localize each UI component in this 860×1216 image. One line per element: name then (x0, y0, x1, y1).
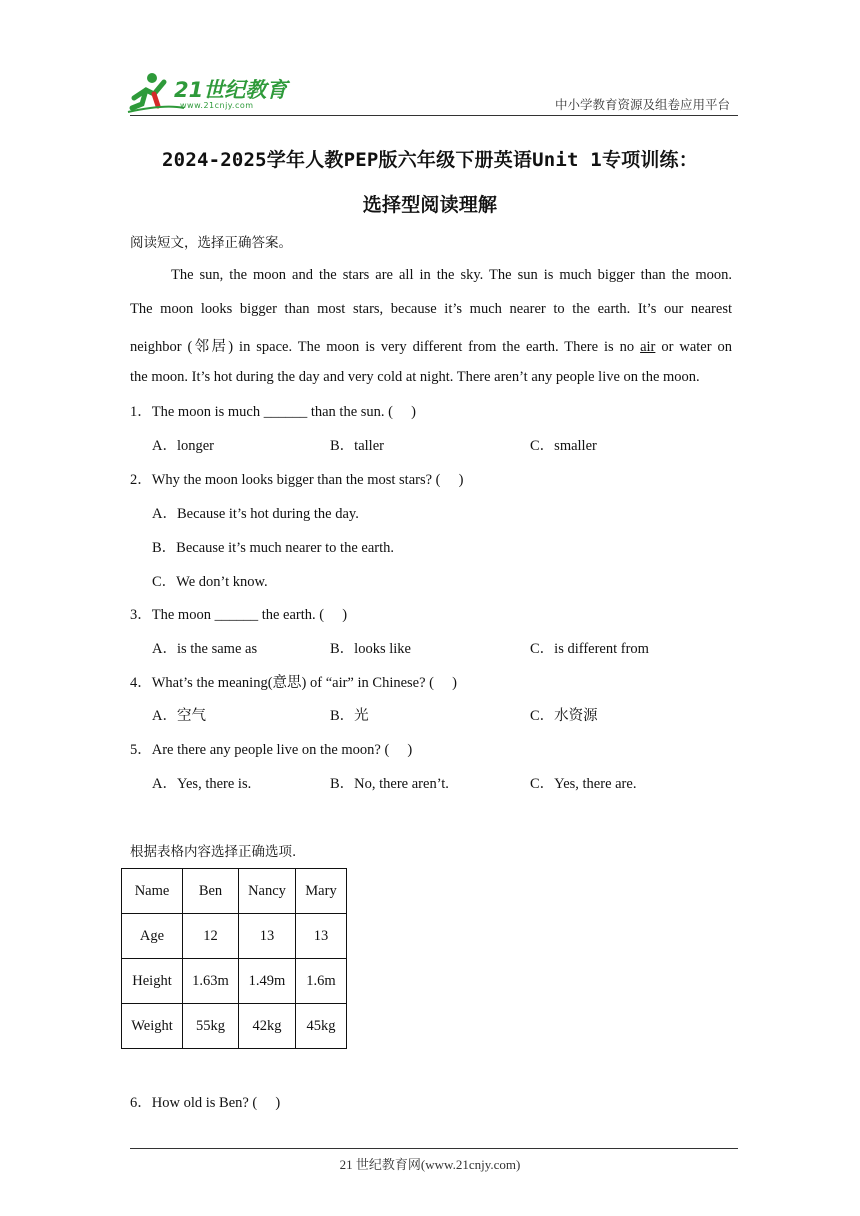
site-logo (124, 68, 290, 118)
passage-text: or water on (655, 339, 732, 355)
passage-line: The moon looks bigger than most stars, because it’s much nearer to the earth. It’s our nearest (130, 301, 732, 317)
header-divider (130, 115, 738, 116)
question-stem: 1．The moon is much ______ than the sun. ( ) (130, 404, 416, 420)
option[interactable]: B．looks like (330, 641, 411, 657)
footer-divider (130, 1148, 738, 1149)
table-cell: 13 (296, 914, 347, 959)
table-cell: 1.63m (183, 959, 239, 1004)
table-cell: 42kg (239, 1004, 296, 1049)
passage-text: neighbor (邻居) in space. The moon is very different from the earth. There is no (130, 339, 641, 355)
passage-line: the moon. It’s hot during the day and very cold at night. There aren’t any people live on the moon. (130, 369, 700, 385)
option[interactable]: A．空气 (152, 708, 206, 724)
table-cell: Height (122, 959, 183, 1004)
passage-line: The sun, the moon and the stars are all in the sky. The sun is much bigger than the moon. (171, 267, 732, 283)
question-stem: 2．Why the moon looks bigger than the most stars? ( ) (130, 472, 464, 488)
option[interactable]: C．smaller (530, 438, 597, 454)
option[interactable]: B．Because it’s much nearer to the earth. (152, 540, 394, 556)
table-row (122, 959, 347, 1004)
table-row (122, 869, 347, 914)
logo-text: 21世纪教育 (174, 78, 288, 102)
table-cell: Mary (296, 869, 347, 914)
underlined-word: air (640, 339, 656, 355)
table-cell: 1.49m (239, 959, 296, 1004)
option[interactable]: B．光 (330, 708, 369, 724)
info-table (121, 868, 347, 1049)
question-stem: 5．Are there any people live on the moon? ( ) (130, 742, 413, 758)
logo-subtext: www.21cnjy.com (180, 101, 254, 110)
question-stem: 6．How old is Ben? ( ) (130, 1095, 281, 1111)
table-row (122, 914, 347, 959)
table-cell: 45kg (296, 1004, 347, 1049)
table-cell: Nancy (239, 869, 296, 914)
header-tagline: 中小学教育资源及组卷应用平台 (554, 97, 730, 112)
section1-instruction: 阅读短文，选择正确答案。 (130, 235, 292, 251)
page-title-line1: 2024-2025学年人教PEP版六年级下册英语Unit 1专项训练： (162, 149, 698, 171)
table-cell: Ben (183, 869, 239, 914)
table-cell: Age (122, 914, 183, 959)
question-stem: 3．The moon ______ the earth. ( ) (130, 607, 348, 623)
footer-text: 21 世纪教育网(www.21cnjy.com) (339, 1157, 521, 1172)
question-stem: 4．What’s the meaning(意思) of “air” in Chinese? ( ) (130, 675, 457, 691)
option[interactable]: C．水资源 (530, 708, 598, 724)
table-cell: 12 (183, 914, 239, 959)
option[interactable]: C．We don’t know. (152, 574, 268, 590)
table-cell: 55kg (183, 1004, 239, 1049)
option[interactable]: A．longer (152, 438, 215, 454)
table-cell: 13 (239, 914, 296, 959)
option[interactable]: A．is the same as (152, 641, 258, 657)
table-cell: Name (122, 869, 183, 914)
option[interactable]: C．is different from (530, 641, 649, 657)
passage-line (130, 335, 732, 356)
option[interactable]: C．Yes, there are. (530, 776, 637, 792)
option[interactable]: B．No, there aren’t. (330, 776, 449, 792)
option[interactable]: A．Yes, there is. (152, 776, 252, 792)
option[interactable]: A．Because it’s hot during the day. (152, 506, 359, 522)
table-cell: Weight (122, 1004, 183, 1049)
page-title-line2: 选择型阅读理解 (362, 194, 498, 216)
option[interactable]: B．taller (330, 438, 384, 454)
table-row (122, 1004, 347, 1049)
table-cell: 1.6m (296, 959, 347, 1004)
section2-instruction: 根据表格内容选择正确选项. (130, 844, 297, 860)
